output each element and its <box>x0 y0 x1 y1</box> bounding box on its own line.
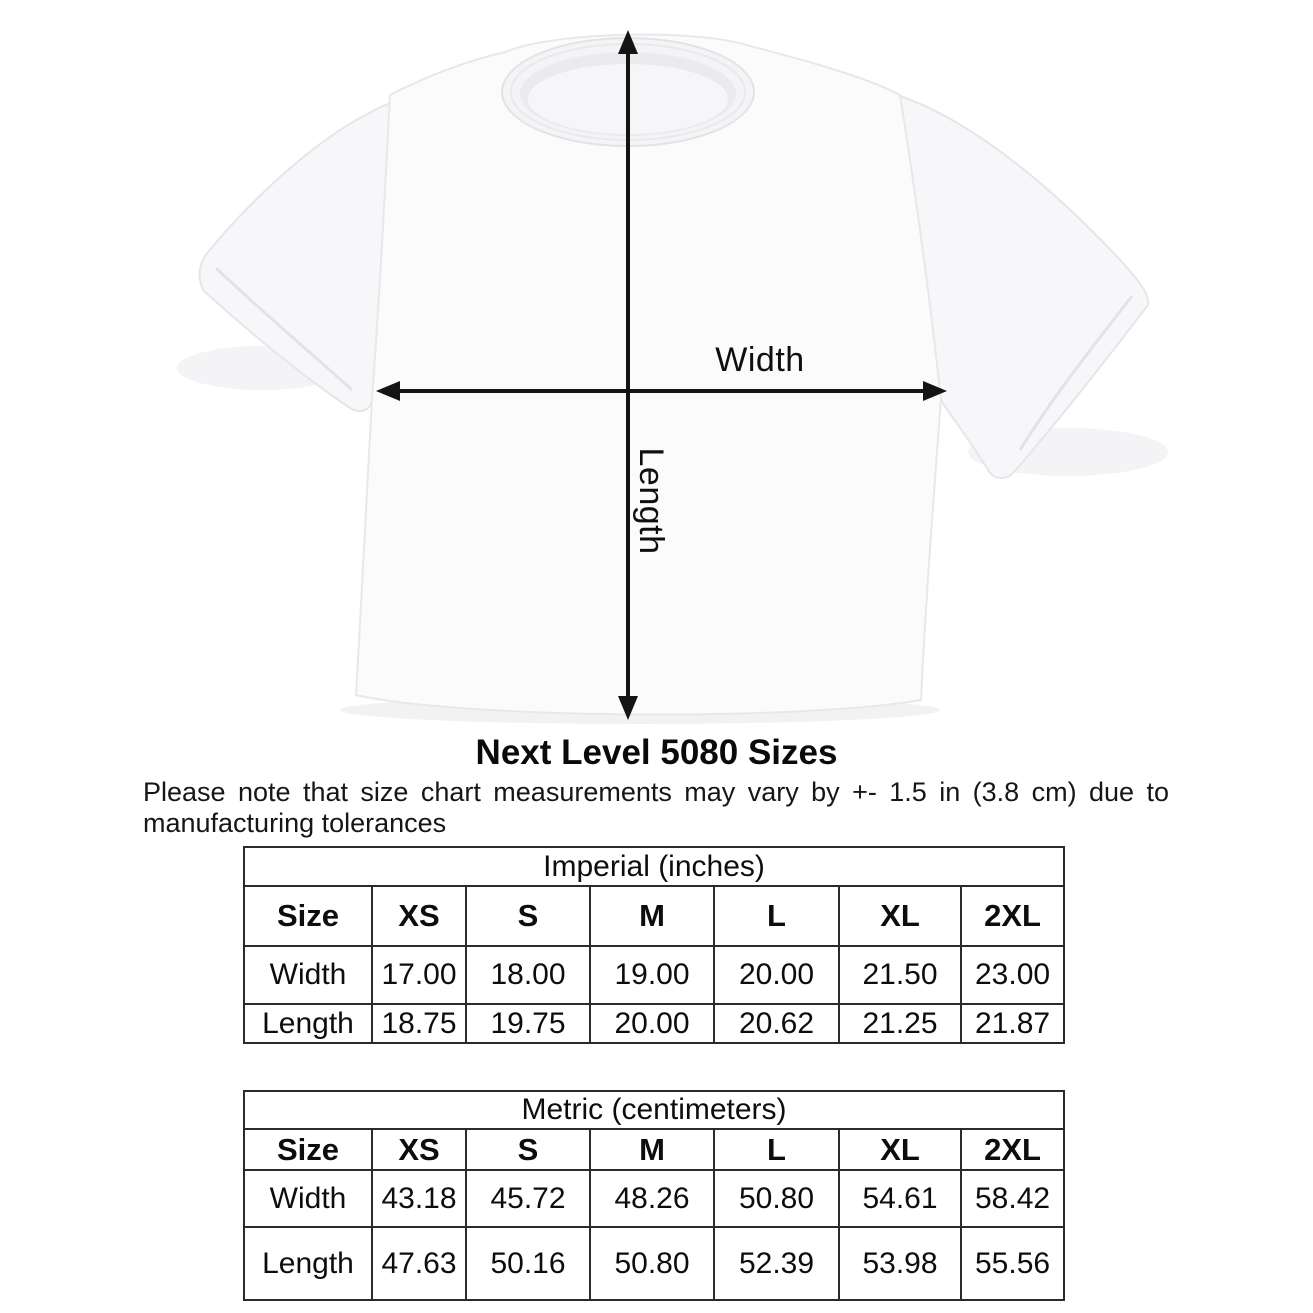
table-cell: 21.25 <box>839 1004 961 1043</box>
table-cell: 19.75 <box>466 1004 590 1043</box>
table-cell: 53.98 <box>839 1227 961 1300</box>
table-row <box>244 1129 1064 1170</box>
column-header: 2XL <box>961 886 1064 946</box>
metric-table-title: Metric (centimeters) <box>244 1091 1064 1129</box>
table-cell: 20.00 <box>714 946 839 1004</box>
table-cell: 17.00 <box>372 946 466 1004</box>
table-cell: 21.50 <box>839 946 961 1004</box>
table-cell: 47.63 <box>372 1227 466 1300</box>
table-cell: 18.75 <box>372 1004 466 1043</box>
table-cell: 19.00 <box>590 946 714 1004</box>
table-cell: 23.00 <box>961 946 1064 1004</box>
tolerance-note <box>143 777 1169 839</box>
row-label: Width <box>244 946 372 1004</box>
column-header: M <box>590 1129 714 1170</box>
table-cell: 52.39 <box>714 1227 839 1300</box>
table-row <box>244 886 1064 946</box>
column-header: S <box>466 1129 590 1170</box>
table-row <box>244 1091 1064 1129</box>
column-header: XL <box>839 886 961 946</box>
table-row <box>244 1004 1064 1043</box>
table-cell: 43.18 <box>372 1170 466 1227</box>
table-cell: 54.61 <box>839 1170 961 1227</box>
row-label: Width <box>244 1170 372 1227</box>
table-row <box>244 1170 1064 1227</box>
table-cell: 21.87 <box>961 1004 1064 1043</box>
table-row <box>244 1227 1064 1300</box>
column-header: XL <box>839 1129 961 1170</box>
table-cell: 48.26 <box>590 1170 714 1227</box>
column-header: S <box>466 886 590 946</box>
table-row <box>244 946 1064 1004</box>
table-cell: 18.00 <box>466 946 590 1004</box>
table-cell: 50.80 <box>590 1227 714 1300</box>
tolerance-note-line1: Please note that size chart measurements may vary by +- 1.5 in (3.8 cm) due to <box>143 777 1169 807</box>
table-row <box>244 847 1064 886</box>
table-cell: 55.56 <box>961 1227 1064 1300</box>
length-dimension-label: Length <box>632 447 670 555</box>
column-header: XS <box>372 1129 466 1170</box>
column-header: L <box>714 886 839 946</box>
column-header: M <box>590 886 714 946</box>
metric-table <box>243 1090 1065 1301</box>
row-label: Length <box>244 1227 372 1300</box>
column-header: Size <box>244 886 372 946</box>
column-header: L <box>714 1129 839 1170</box>
row-label: Length <box>244 1004 372 1043</box>
column-header: 2XL <box>961 1129 1064 1170</box>
table-cell: 50.80 <box>714 1170 839 1227</box>
table-cell: 58.42 <box>961 1170 1064 1227</box>
table-cell: 20.62 <box>714 1004 839 1043</box>
table-cell: 45.72 <box>466 1170 590 1227</box>
tolerance-note-line2: manufacturing tolerances <box>143 808 447 838</box>
table-cell: 20.00 <box>590 1004 714 1043</box>
column-header: Size <box>244 1129 372 1170</box>
imperial-table <box>243 846 1065 1044</box>
page-title: Next Level 5080 Sizes <box>475 733 838 772</box>
imperial-table-title: Imperial (inches) <box>244 847 1064 886</box>
table-cell: 50.16 <box>466 1227 590 1300</box>
column-header: XS <box>372 886 466 946</box>
width-dimension-label: Width <box>715 341 805 379</box>
